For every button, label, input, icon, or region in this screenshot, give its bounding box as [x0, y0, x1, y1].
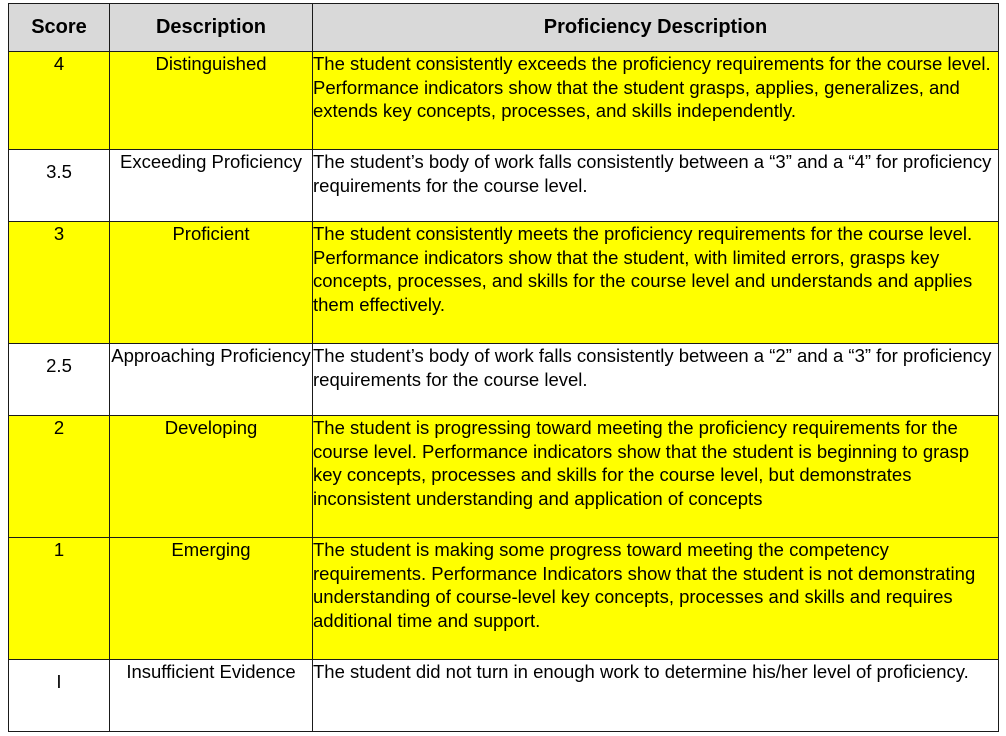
level-cell: Proficient — [110, 222, 313, 344]
level-cell: Exceeding Proficiency — [110, 150, 313, 222]
table-row — [9, 222, 999, 344]
score-cell: 4 — [9, 52, 110, 150]
table-row — [9, 660, 999, 732]
header-proficiency-description: Proficiency Description — [313, 4, 999, 52]
level-cell: Approaching Proficiency — [110, 344, 313, 416]
table-row — [9, 416, 999, 538]
proficiency-cell: The student’s body of work falls consistently between a “2” and a “3” for proficiency requirements for the course level. — [313, 344, 999, 416]
proficiency-cell: The student’s body of work falls consistently between a “3” and a “4” for proficiency requirements for the course level. — [313, 150, 999, 222]
score-cell: 1 — [9, 538, 110, 660]
proficiency-cell: The student is progressing toward meeting the proficiency requirements for the course level. Performance indicators show that the student is beginning to grasp key concepts, processes and skills for the course level, but demonstrates inconsistent understanding and application of concepts — [313, 416, 999, 538]
table-row — [9, 344, 999, 416]
proficiency-cell: The student consistently meets the proficiency requirements for the course level. Performance indicators show that the student, with limited errors, grasps key concepts, processes, and skills for the course level and understands and applies them effectively. — [313, 222, 999, 344]
table-row — [9, 52, 999, 150]
score-cell: 2.5 — [9, 344, 110, 416]
score-cell: 3 — [9, 222, 110, 344]
score-cell: 2 — [9, 416, 110, 538]
header-row — [9, 4, 999, 52]
table-row — [9, 150, 999, 222]
score-cell: 3.5 — [9, 150, 110, 222]
header-description: Description — [110, 4, 313, 52]
header-score: Score — [9, 4, 110, 52]
proficiency-cell: The student consistently exceeds the proficiency requirements for the course level. Performance indicators show that the student grasps, applies, generalizes, and extends key concepts, processes, and skills independently. — [313, 52, 999, 150]
level-cell: Insufficient Evidence — [110, 660, 313, 732]
level-cell: Developing — [110, 416, 313, 538]
score-cell: I — [9, 660, 110, 732]
proficiency-cell: The student did not turn in enough work to determine his/her level of proficiency. — [313, 660, 999, 732]
level-cell: Emerging — [110, 538, 313, 660]
proficiency-cell: The student is making some progress toward meeting the competency requirements. Performance Indicators show that the student is not demonstrating understanding of course-level key concepts, processes and skills and requires additional time and support. — [313, 538, 999, 660]
level-cell: Distinguished — [110, 52, 313, 150]
proficiency-rubric-table — [8, 3, 999, 732]
table-row — [9, 538, 999, 660]
